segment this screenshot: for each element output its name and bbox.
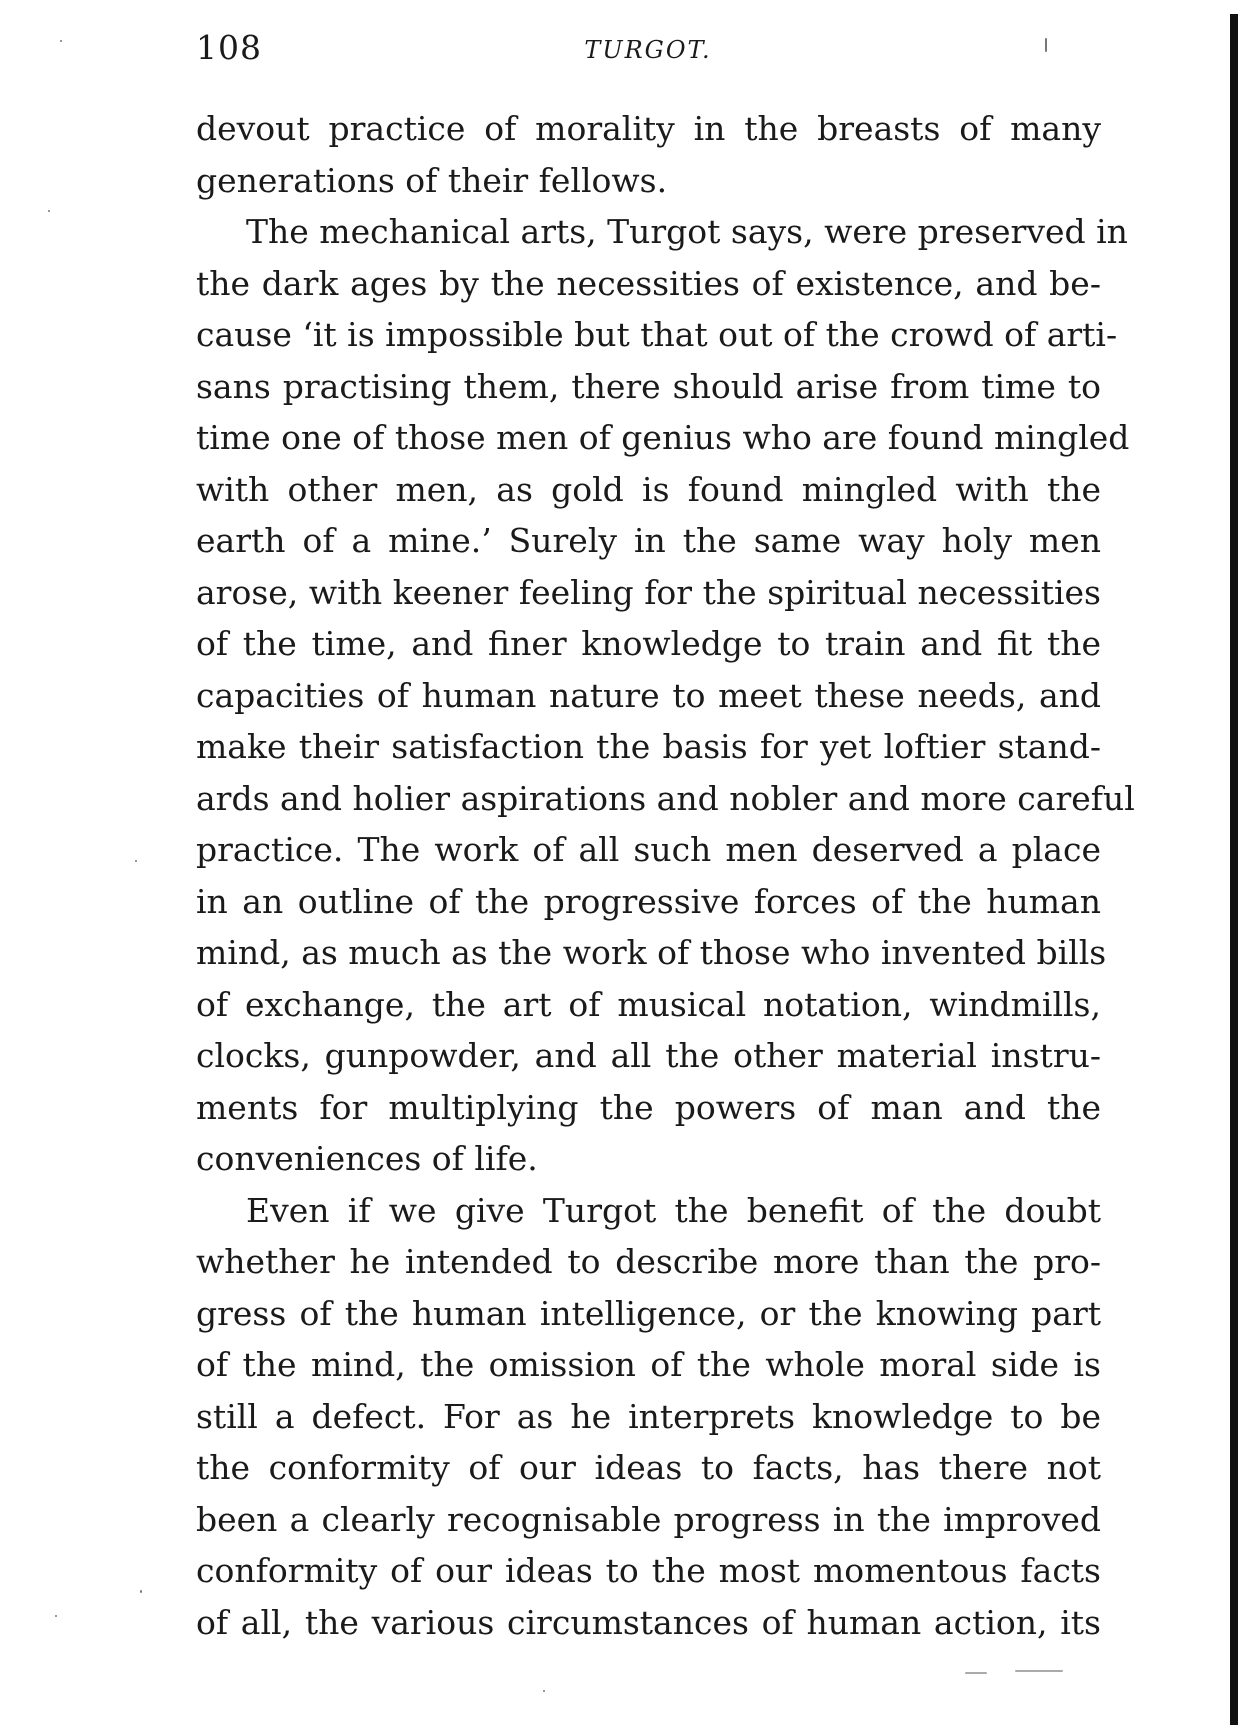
- scan-speck: [1015, 1670, 1063, 1672]
- text-line: still a defect. For as he interprets knowledge to be: [196, 1396, 1101, 1436]
- scan-speck: [48, 210, 50, 212]
- scan-speck: [1045, 38, 1047, 52]
- text-line: clocks, gunpowder, and all the other material instru-: [196, 1036, 1101, 1075]
- text-line: gress of the human intelligence, or the knowing part: [196, 1293, 1101, 1333]
- page-number: 108: [196, 28, 262, 67]
- text-line: of all, the various circumstances of human action, its: [196, 1602, 1101, 1642]
- page-edge-shadow: [1230, 14, 1238, 1725]
- text-line: capacities of human nature to meet these needs, and: [196, 675, 1101, 715]
- scan-speck: [135, 860, 137, 862]
- text-line: the conformity of our ideas to facts, has there not: [196, 1448, 1101, 1487]
- text-line: in an outline of the progressive forces of the human: [196, 881, 1101, 921]
- text-line: ards and holier aspirations and nobler and more careful: [196, 778, 1135, 818]
- text-line: make their satisfaction the basis for yet loftier stand-: [196, 727, 1101, 766]
- text-line: conformity of our ideas to the most momentous facts: [196, 1551, 1101, 1590]
- text-line: mind, as much as the work of those who invented bills: [196, 933, 1107, 972]
- text-line: of the mind, the omission of the whole moral side is: [196, 1345, 1101, 1384]
- page-header: [196, 28, 1100, 78]
- text-line: cause ‘it is impossible but that out of the crowd of arti-: [196, 315, 1118, 354]
- body-text: [196, 103, 1135, 1648]
- text-line: devout practice of morality in the breasts of many: [196, 109, 1101, 148]
- scan-speck: [965, 1672, 987, 1674]
- text-line: time one of those men of genius who are found mingled: [196, 418, 1130, 457]
- text-line: ments for multiplying the powers of man and the: [196, 1087, 1101, 1127]
- text-line: generations of their fellows.: [196, 160, 668, 200]
- text-line: sans practising them, there should arise from time to: [196, 366, 1101, 406]
- text-line: of exchange, the art of musical notation, windmills,: [196, 984, 1101, 1024]
- text-line: the dark ages by the necessities of existence, and be-: [196, 263, 1101, 303]
- text-line: whether he intended to describe more than the pro-: [196, 1242, 1101, 1281]
- text-line: been a clearly recognisable progress in the improved: [196, 1499, 1101, 1539]
- text-line: with other men, as gold is found mingled with the: [196, 469, 1101, 509]
- text-line: The mechanical arts, Turgot says, were preserved in: [246, 212, 1128, 251]
- scan-speck: [55, 1615, 57, 1617]
- text-line: earth of a mine.’ Surely in the same way holy men: [196, 521, 1101, 560]
- scan-speck: [543, 1690, 545, 1692]
- text-line: Even if we give Turgot the benefit of the doubt: [246, 1190, 1101, 1230]
- text-line: arose, with keener feeling for the spiritual necessities: [196, 572, 1101, 612]
- scan-speck: [140, 1590, 142, 1593]
- scan-speck: [60, 40, 62, 42]
- text-line: conveniences of life.: [196, 1139, 538, 1178]
- text-line: practice. The work of all such men deserved a place: [196, 830, 1101, 869]
- text-line: of the time, and finer knowledge to train and fit the: [196, 624, 1101, 663]
- running-head: TURGOT.: [584, 36, 712, 64]
